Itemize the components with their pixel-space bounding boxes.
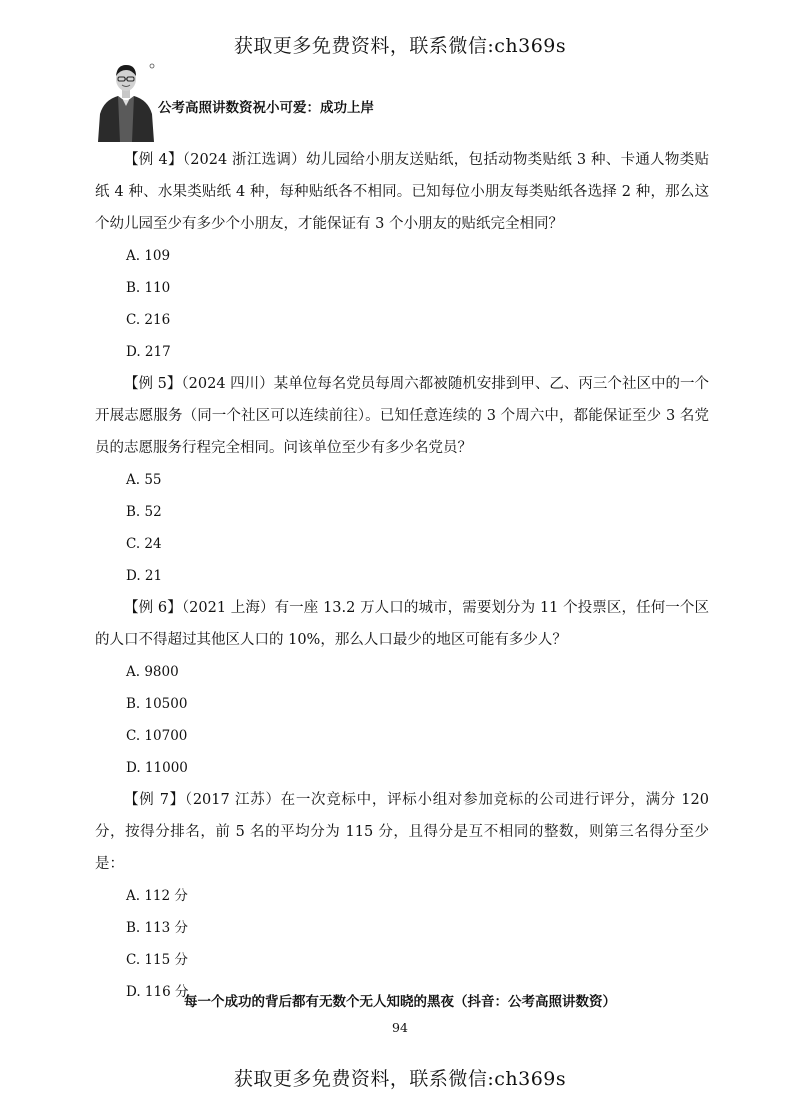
option-c: C. 216: [126, 312, 171, 328]
question-text: 【例 6】（2021 上海）有一座 13.2 万人口的城市，需要划分为 11 个投票区，任何一个区的人口不得超过其他区人口的 10%，那么人口最少的地区可能有多少人？: [95, 600, 709, 648]
question-text: 【例 5】（2024 四川）某单位每名党员每周六都被随机安排到甲、乙、丙三个社区中的一个开展志愿服务（同一个社区可以连续前往）。已知任意连续的 3 个周六中，都能保证至少 3 名党员的志愿服务行程完全相同。问该单位至少有多少名党员？: [95, 376, 709, 456]
footer-slogan: 每一个成功的背后都有无数个无人知晓的黑夜（抖音：公考高照讲数资）: [184, 994, 616, 1010]
question-text: 【例 4】（2024 浙江选调）幼儿园给小朋友送贴纸，包括动物类贴纸 3 种、卡通人物类贴纸 4 种、水果类贴纸 4 种，每种贴纸各不相同。已知每位小朋友每类贴纸各选择 2 种，那么这个幼儿园至少有多少个小朋友，才能保证有 3 个小朋友的贴纸完全相同？: [95, 152, 709, 232]
question-block: [95, 784, 709, 1008]
header-title: 公考高照讲数资祝小可爱：成功上岸: [158, 100, 374, 116]
option-d: D. 116 分: [126, 984, 189, 1000]
option-a: A. 112 分: [126, 888, 188, 904]
questions-section: [95, 144, 709, 1008]
option-b: B. 52: [126, 504, 162, 520]
option-d: D. 217: [126, 344, 171, 360]
option-b: B. 113 分: [126, 920, 189, 936]
question-text: 【例 7】（2017 江苏）在一次竞标中，评标小组对参加竞标的公司进行评分，满分 120 分，按得分排名，前 5 名的平均分为 115 分，且得分是互不相同的整数，则第三名得分至少是：: [95, 792, 709, 872]
watermark-top: 获取更多免费资料，联系微信:ch369s: [233, 35, 567, 57]
option-c: C. 115 分: [126, 952, 188, 968]
watermark-bottom: 获取更多免费资料，联系微信:ch369s: [233, 1068, 567, 1090]
option-b: B. 110: [126, 280, 171, 296]
option-c: C. 10700: [126, 728, 188, 744]
option-b: B. 10500: [126, 696, 188, 712]
option-a: A. 55: [126, 472, 162, 488]
option-a: A. 9800: [126, 664, 179, 680]
option-d: D. 21: [126, 568, 163, 584]
author-photo: [96, 62, 156, 142]
option-c: C. 24: [126, 536, 162, 552]
option-d: D. 11000: [126, 760, 188, 776]
page-number: 94: [392, 1020, 408, 1035]
question-block: [95, 592, 709, 784]
option-a: A. 109: [126, 248, 171, 264]
question-block: [95, 368, 709, 592]
question-block: [95, 144, 709, 368]
page-header: [96, 62, 596, 144]
